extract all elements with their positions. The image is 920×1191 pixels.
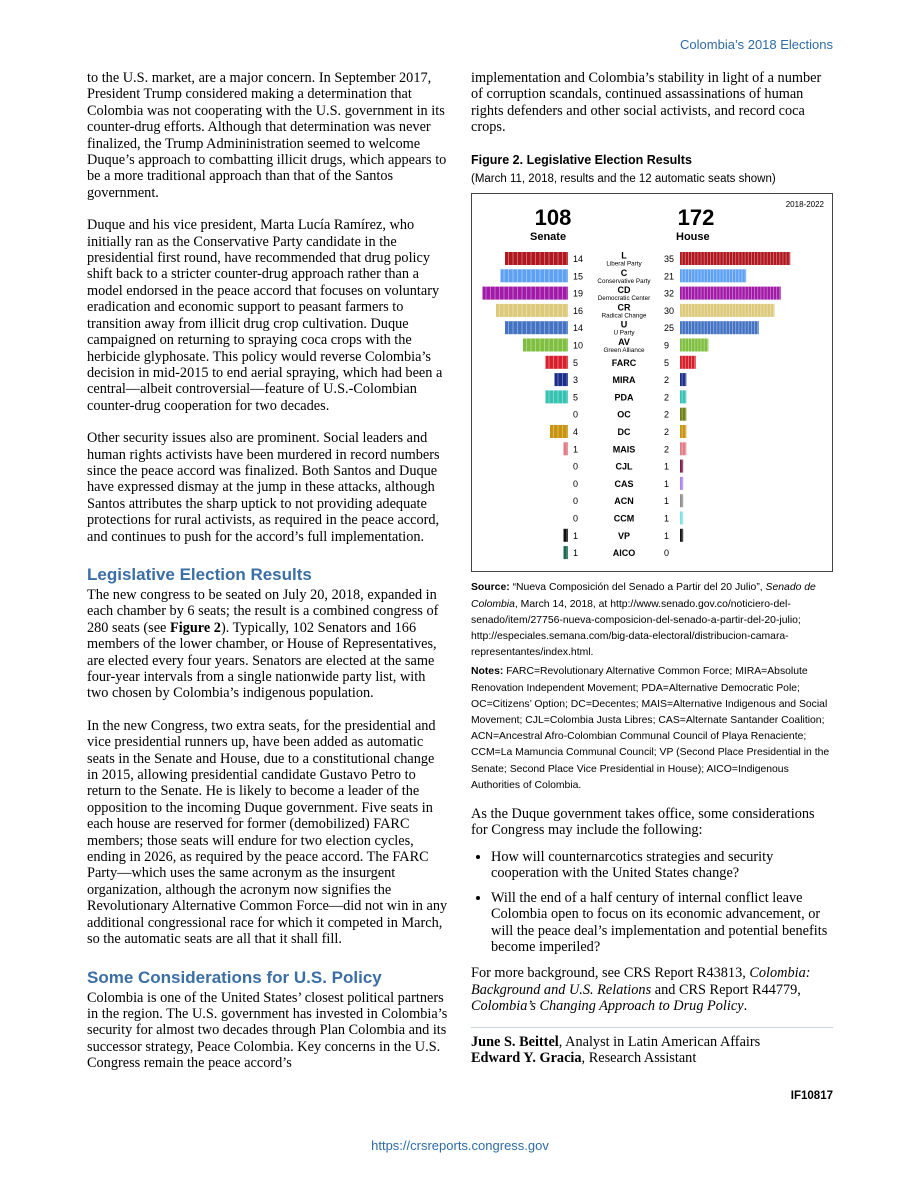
paragraph (87, 587, 449, 702)
figure-notes (471, 664, 833, 794)
seat-chart-svg (472, 194, 832, 571)
party-abbr-label: MIRA (612, 375, 636, 386)
senate-value-label: 19 (573, 289, 584, 300)
senate-label: Senate (530, 231, 567, 244)
house-bar-vp (680, 529, 683, 542)
senate-value-label: 1 (573, 548, 579, 559)
paragraph: implementation and Colombia’s stability in light of a number of corruption scandals, continued assassinations of human rights defenders and other social activists, and record coca crops. (471, 70, 822, 136)
house-value-label: 25 (664, 323, 675, 334)
house-value-label: 35 (664, 254, 675, 265)
party-abbr-label: C (620, 268, 628, 279)
paragraph: to the U.S. market, are a major concern. In September 2017, President Trump considered making a determination that Colombia was not cooperating with the U.S. government in its counter-drug efforts. Although that determination was never finalized, the Trump Admininistration seemed to welcome Duque’s approach to combatting illicit drugs, which appears to be a more traditional approach than that of the Santos government. (87, 70, 447, 201)
figure-subtitle: (March 11, 2018, results and the 12 automatic seats shown) (471, 173, 776, 186)
senate-value-label: 16 (573, 306, 584, 317)
report-code: IF10817 (790, 1090, 833, 1102)
house-value-label: 2 (664, 444, 670, 455)
source-label: Source: (471, 582, 510, 594)
text-run: FARC=Revolutionary Alternative Common Force; MIRA=Absolute Renovation Independent Movement; PDA=Alternative Democratic Pole; OC=Citizens’ Option; DC=Decentes; MAIS=Alternative Indigenous and Social Movement; CJL=Colombia Justa Libres; CAS=Alternate Santander Coalition; ACN=Ancestral Afro-Colombian Communal Council of Playa Renaciente; CCM=La Mamuncia Communal Council; VP (Second Place Presidential in the Senate; Second Place Vice Presidential in House); AICO=Indigenous Authorities of Colombia. (471, 666, 830, 791)
house-bar-cas (680, 477, 683, 490)
party-abbr-label: CCM (613, 513, 635, 524)
figure-reference: Figure 2 (169, 619, 221, 636)
party-abbr-label: FARC (611, 358, 637, 369)
party-abbr-label: CD (617, 285, 631, 296)
text-run: ). Typically, 102 Senators and 166 members of the lower chamber, or House of Representatives, are elected every four years. Senators are elected at the same four-year intervals from a single nationwide party list, with two chosen by Colombia’s indigenous population. (87, 619, 437, 702)
senate-value-label: 0 (573, 496, 579, 507)
report-title: Colombia’s Changing Approach to Drug Policy (471, 998, 744, 1015)
paragraph: Colombia is one of the United States’ closest political partners in the region. The U.S. government has invested in Colombia’s security for almost two decades through Plan Colombia and its successor strategy, Peace Colombia. Key concerns in the U.S. Congress remain the peace accord’s (87, 989, 448, 1072)
house-value-label: 1 (664, 513, 670, 524)
list-item: • Will the end of a half century of internal conflict leave Colombia open to focus on its economic advancement, or will the peace deal’s implementation and potential benefits become imperiled? (491, 890, 833, 956)
house-value-label: 2 (664, 410, 670, 421)
footer-link[interactable]: https://crsreports.congress.gov (371, 1138, 549, 1153)
house-value-label: 1 (664, 479, 670, 490)
source-publication: Senado de Colombia (471, 582, 816, 610)
house-bar-acn (680, 495, 683, 508)
house-value-label: 2 (664, 392, 670, 403)
party-abbr-label: U (620, 320, 628, 331)
house-value-label: 21 (664, 271, 675, 282)
seat-chart (471, 193, 833, 572)
house-total: 172 (677, 205, 715, 231)
senate-bar-av (523, 339, 568, 352)
house-value-label: 5 (664, 358, 670, 369)
running-header: Colombia’s 2018 Elections (680, 37, 833, 52)
paragraph: Other security issues also are prominent. Social leaders and human rights activists have been murdered in record numbers since the peace accord was finalized. Both Santos and Duque have expressed dismay at the jump in these attacks, although Santos attributes the sharp uptick to not providing adequate protections for rural activists, as required in the peace accord, and continues to push for the accord’s full implementation. (87, 430, 440, 545)
senate-bar-cr (496, 304, 568, 317)
figure-title: Figure 2. Legislative Election Results (471, 152, 692, 167)
party-abbr-label: CJL (615, 462, 633, 473)
party-name-label: Democratic Center (597, 295, 651, 303)
senate-bar-mira (555, 374, 569, 387)
party-abbr-label: DC (617, 427, 631, 438)
house-value-label: 0 (664, 548, 670, 559)
house-label: House (676, 231, 710, 244)
house-value-label: 1 (664, 462, 670, 473)
text-run: , March 14, 2018, at http://www.senado.gov.co/noticiero-del-senado/item/27756-nueva-composicion-del-senado-a-partir-del-20-julio; http://especiales.semana.com/big-data-electoral/distribucion-camara-representantes/index.html. (471, 598, 801, 659)
house-bar-ccm (680, 512, 683, 525)
text-run: and CRS Report R44779, (651, 981, 801, 998)
house-bar-c (680, 270, 746, 283)
text-run: . (743, 998, 748, 1015)
senate-value-label: 0 (573, 462, 579, 473)
party-abbr-label: AV (618, 337, 630, 348)
party-abbr-label: CR (617, 302, 631, 313)
party-abbr-label: PDA (614, 392, 634, 403)
paragraph: As the Duque government takes office, some considerations for Congress may include the following: (471, 806, 815, 839)
section-heading-legislative: Legislative Election Results (87, 564, 312, 584)
party-abbr-label: AICO (612, 548, 636, 559)
party-abbr-label: ACN (614, 496, 634, 507)
author-role: , Research Assistant (581, 1049, 697, 1066)
section-heading-considerations: Some Considerations for U.S. Policy (87, 967, 382, 987)
party-name-label: Conservative Party (597, 278, 651, 286)
left-column (87, 70, 449, 1088)
house-bar-cjl (680, 460, 683, 473)
considerations-list (471, 849, 833, 955)
senate-value-label: 14 (573, 323, 584, 334)
senate-bar-u (505, 322, 568, 335)
list-item: • How will counternarcotics strategies and security cooperation with the United States change? (491, 849, 833, 882)
chart-period: 2018-2022 (785, 200, 824, 210)
house-value-label: 1 (664, 496, 670, 507)
party-name-label: Liberal Party (606, 260, 642, 268)
right-column (471, 70, 833, 1066)
author-line (471, 1034, 833, 1050)
senate-value-label: 1 (573, 444, 579, 455)
senate-value-label: 14 (573, 254, 584, 265)
author-line (471, 1050, 833, 1066)
text-run: “Nueva Composición del Senado a Partir del 20 Julio”, (509, 582, 766, 594)
house-value-label: 1 (664, 531, 670, 542)
party-name-label: U Party (613, 330, 635, 338)
senate-value-label: 1 (573, 531, 579, 542)
author-name: June S. Beittel (471, 1033, 559, 1050)
paragraph (471, 965, 833, 1014)
senate-value-label: 3 (573, 375, 579, 386)
house-value-label: 2 (664, 427, 670, 438)
house-value-label: 30 (664, 306, 675, 317)
house-value-label: 2 (664, 375, 670, 386)
senate-value-label: 5 (573, 392, 579, 403)
paragraph: Duque and his vice president, Marta Lucía Ramírez, who initially ran as the Conservative Party candidate in the presidential first round, have recommended that drug policy shift back to a stricter counter-drug approach rather than a model endorsed in the peace accord that focuses on voluntary eradication and economic support to peasant farmers to transition away from illicit drug crop cultivation. Duque campaigned on returning to spraying coca crops with the herbicide glyphosate. This policy would reverse Colombia’s decision in mid-2015 to end aerial spraying, which had been a central—albeit controversial—feature of U.S.-Colombian counter-drug cooperation for two decades. (87, 217, 443, 414)
text-run: For more background, see CRS Report R43813, (471, 965, 750, 982)
house-bar-cr (680, 304, 775, 317)
senate-value-label: 4 (573, 427, 579, 438)
senate-value-label: 5 (573, 358, 579, 369)
notes-label: Notes: (471, 666, 504, 678)
party-abbr-label: L (621, 250, 627, 261)
house-value-label: 9 (664, 340, 670, 351)
senate-bar-l (505, 252, 568, 265)
senate-bar-dc (550, 425, 568, 438)
figure-source (471, 580, 833, 661)
author-name: Edward Y. Gracia (471, 1049, 582, 1066)
paragraph: In the new Congress, two extra seats, for the presidential and vice presidential runners up, have been added as automatic seats in the Senate and House, due to a constitutional change in 2015, allowing presidential candidate Gustavo Petro to return to the Senate. He is likely to become a leader of the opposition to the incoming Duque government. Five seats in each house are reserved for former (demobilized) FARC members; those seats will endure for two election cycles, ending in 2026, as required by the peace accord. The FARC Party—which uses the same acronym as the insurgent organization, although the acronym now signifies the Revolutionary Alternative Common Force—did not win in any additional congressional race for which it competed in March, so the automatic seats are all that it shall fill. (87, 717, 448, 948)
senate-value-label: 10 (573, 340, 584, 351)
senate-value-label: 0 (573, 410, 579, 421)
author-block (471, 1027, 833, 1067)
senate-value-label: 0 (573, 513, 579, 524)
house-value-label: 32 (664, 289, 675, 300)
party-abbr-label: OC (617, 410, 631, 421)
report-title: Colombia: Background and U.S. Relations (471, 965, 811, 998)
text-run: The new congress to be seated on July 20, 2018, expanded in each chamber by 6 seats; the result is a combined congress of 280 seats (see (87, 586, 439, 636)
party-abbr-label: VP (617, 531, 631, 542)
senate-total: 108 (534, 205, 572, 231)
senate-value-label: 0 (573, 479, 579, 490)
party-name-label: Green Alliance (603, 347, 645, 355)
party-abbr-label: MAIS (612, 444, 636, 455)
party-abbr-label: CAS (614, 479, 634, 490)
party-name-label: Radical Change (601, 312, 647, 320)
author-role: , Analyst in Latin American Affairs (558, 1033, 761, 1050)
senate-value-label: 15 (573, 271, 584, 282)
